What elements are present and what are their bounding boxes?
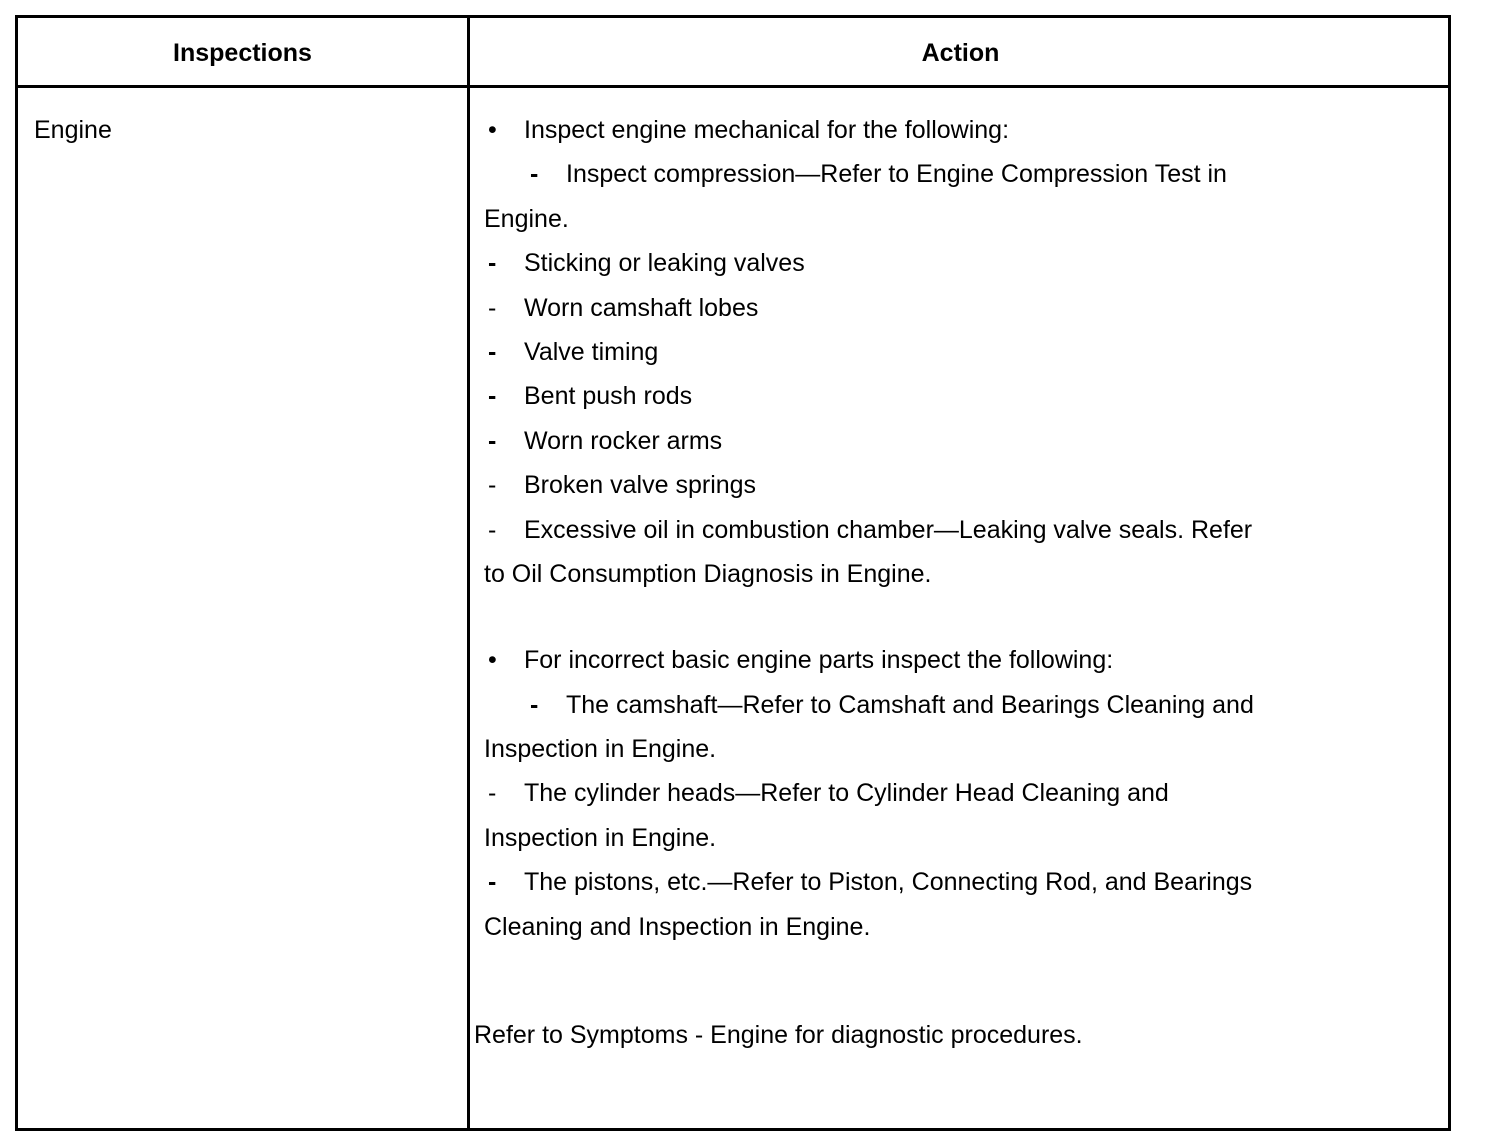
bullet-marker: • [488,116,497,144]
sub-item-text: Bent push rods [524,382,693,411]
dash-marker: - [488,868,497,897]
sub-item-text: The pistons, etc.—Refer to Piston, Connecting Rod, and Bearings [524,868,1253,897]
sub-item-text: Broken valve springs [524,471,757,500]
dash-marker: - [488,426,497,455]
spacer [484,596,1364,638]
sub-item [484,241,1364,285]
dash-marker: - [530,160,539,189]
sub-item-text: The cylinder heads—Refer to Cylinder Head Cleaning and [524,779,1169,808]
inspection-table [15,15,1451,1131]
sub-item-continuation: Inspection in Engine. [484,823,717,852]
sub-item [484,683,1364,727]
dash-marker: - [488,382,497,411]
sub-item [484,330,1364,374]
sub-item-text: Inspect compression—Refer to Engine Compression Test in [566,160,1227,189]
column-divider [467,18,470,1128]
header-inspections: Inspections [173,39,312,67]
sub-item [484,374,1364,418]
dash-marker: - [488,249,497,278]
sub-item [484,508,1364,552]
sub-item-text: Valve timing [524,337,659,366]
sub-item-text: Sticking or leaking valves [524,249,805,278]
sub-item-continuation: to Oil Consumption Diagnosis in Engine. [484,559,932,588]
sub-item [484,463,1364,507]
sub-item [484,860,1364,904]
bullet-text: For incorrect basic engine parts inspect the following: [524,646,1114,675]
sub-item-text: Worn camshaft lobes [524,293,759,322]
action-cell [484,108,1364,949]
bullet-text: Inspect engine mechanical for the following: [524,116,1010,144]
sub-item-text: The camshaft—Refer to Camshaft and Bearings Cleaning and [566,690,1254,719]
sub-item-continuation: Engine. [484,204,569,233]
sub-item-continuation: Cleaning and Inspection in Engine. [484,912,871,941]
sub-item [484,771,1364,815]
sub-item-text: Excessive oil in combustion chamber—Leaking valve seals. Refer [524,515,1253,544]
bullet-marker: • [488,646,497,675]
dash-marker: - [488,337,497,366]
bullet-item [484,638,1364,682]
dash-marker: - [488,515,497,544]
dash-marker: - [488,293,497,322]
sub-item-text: Worn rocker arms [524,426,723,455]
sub-item [484,286,1364,330]
header-divider [18,85,1448,88]
dash-marker: - [488,779,497,808]
bullet-item [484,108,1364,152]
sub-item [484,152,1364,196]
header-action: Action [921,39,1000,67]
dash-marker: - [488,471,497,500]
inspection-cell: Engine [34,116,112,144]
sub-item-continuation: Inspection in Engine. [484,735,717,764]
sub-item [484,419,1364,463]
dash-marker: - [530,690,539,719]
footer-note: Refer to Symptoms - Engine for diagnostic procedures. [474,1021,1083,1049]
